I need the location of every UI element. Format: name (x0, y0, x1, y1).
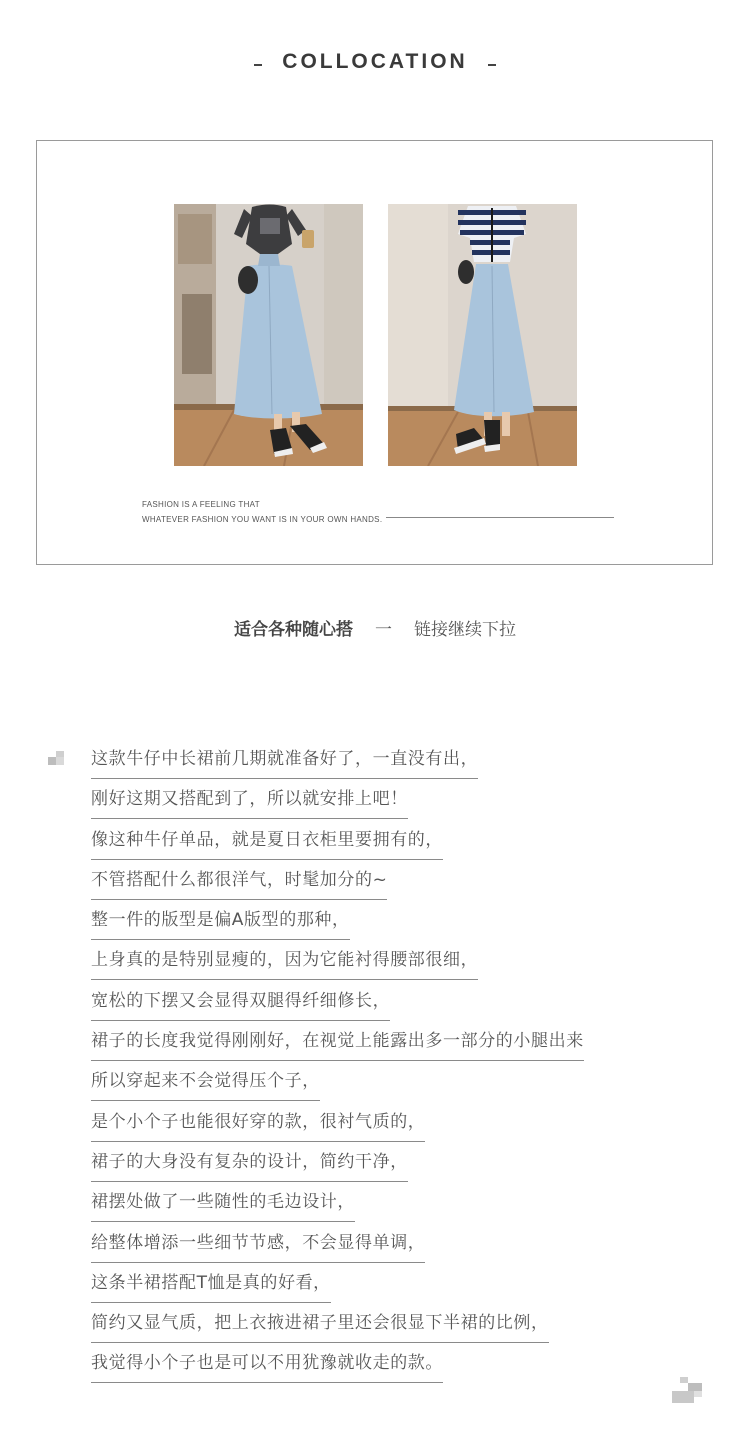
description-line: 是个小个子也能很好穿的款，很衬气质的， (91, 1106, 584, 1146)
description-line: 裙摆处做了一些随性的毛边设计， (91, 1186, 584, 1226)
product-photo-striped-top (388, 204, 577, 466)
description-line: 我觉得小个子也是可以不用犹豫就收走的款。 (91, 1347, 584, 1387)
description-line: 宽松的下摆又会显得双腿得纤细修长， (91, 985, 584, 1025)
tagline-line-1: FASHION IS A FEELING THAT (142, 500, 260, 509)
description-line: 裙子的长度我觉得刚刚好，在视觉上能露出多一部分的小腿出来 (91, 1025, 584, 1065)
description-line: 所以穿起来不会觉得压个子， (91, 1065, 584, 1105)
description-line: 上身真的是特别显瘦的，因为它能衬得腰部很细， (91, 944, 584, 984)
heading-dash-right (488, 64, 496, 66)
description-line: 像这种牛仔单品，就是夏日衣柜里要拥有的， (91, 824, 584, 864)
heading-dash-left (254, 64, 262, 66)
description-line: 简约又显气质，把上衣掖进裙子里还会很显下半裙的比例， (91, 1307, 584, 1347)
description-line: 给整体增添一些细节节感，不会显得单调， (91, 1227, 584, 1267)
description-line: 这条半裙搭配T恤是真的好看， (91, 1267, 584, 1307)
description-line: 整一件的版型是偏A版型的那种， (91, 904, 584, 944)
pixel-stairs-icon (672, 1377, 702, 1403)
description-line: 这款牛仔中长裙前几期就准备好了，一直没有出， (91, 743, 584, 783)
pixel-block-icon (48, 751, 66, 767)
heading-title: COLLOCATION (282, 50, 468, 73)
description-line: 刚好这期又搭配到了，所以就安排上吧！ (91, 783, 584, 823)
fashion-tagline (142, 497, 382, 527)
sub-heading (0, 615, 750, 640)
sub-heading-right: 链接继续下拉 (414, 620, 516, 640)
tagline-rule (386, 517, 614, 518)
tagline-line-2: WHATEVER FASHION YOU WANT IS IN YOUR OWN HANDS. (142, 515, 383, 524)
description-line: 不管搭配什么都很洋气，时髦加分的~ (91, 864, 584, 904)
description-line: 裙子的大身没有复杂的设计，简约干净， (91, 1146, 584, 1186)
sub-heading-separator: 一 (375, 620, 392, 640)
sub-heading-left: 适合各种随心搭 (234, 620, 353, 640)
collocation-heading (0, 50, 750, 74)
description-list (91, 743, 584, 1388)
product-photo-grey-tee (174, 204, 363, 466)
showcase-frame (36, 140, 713, 565)
